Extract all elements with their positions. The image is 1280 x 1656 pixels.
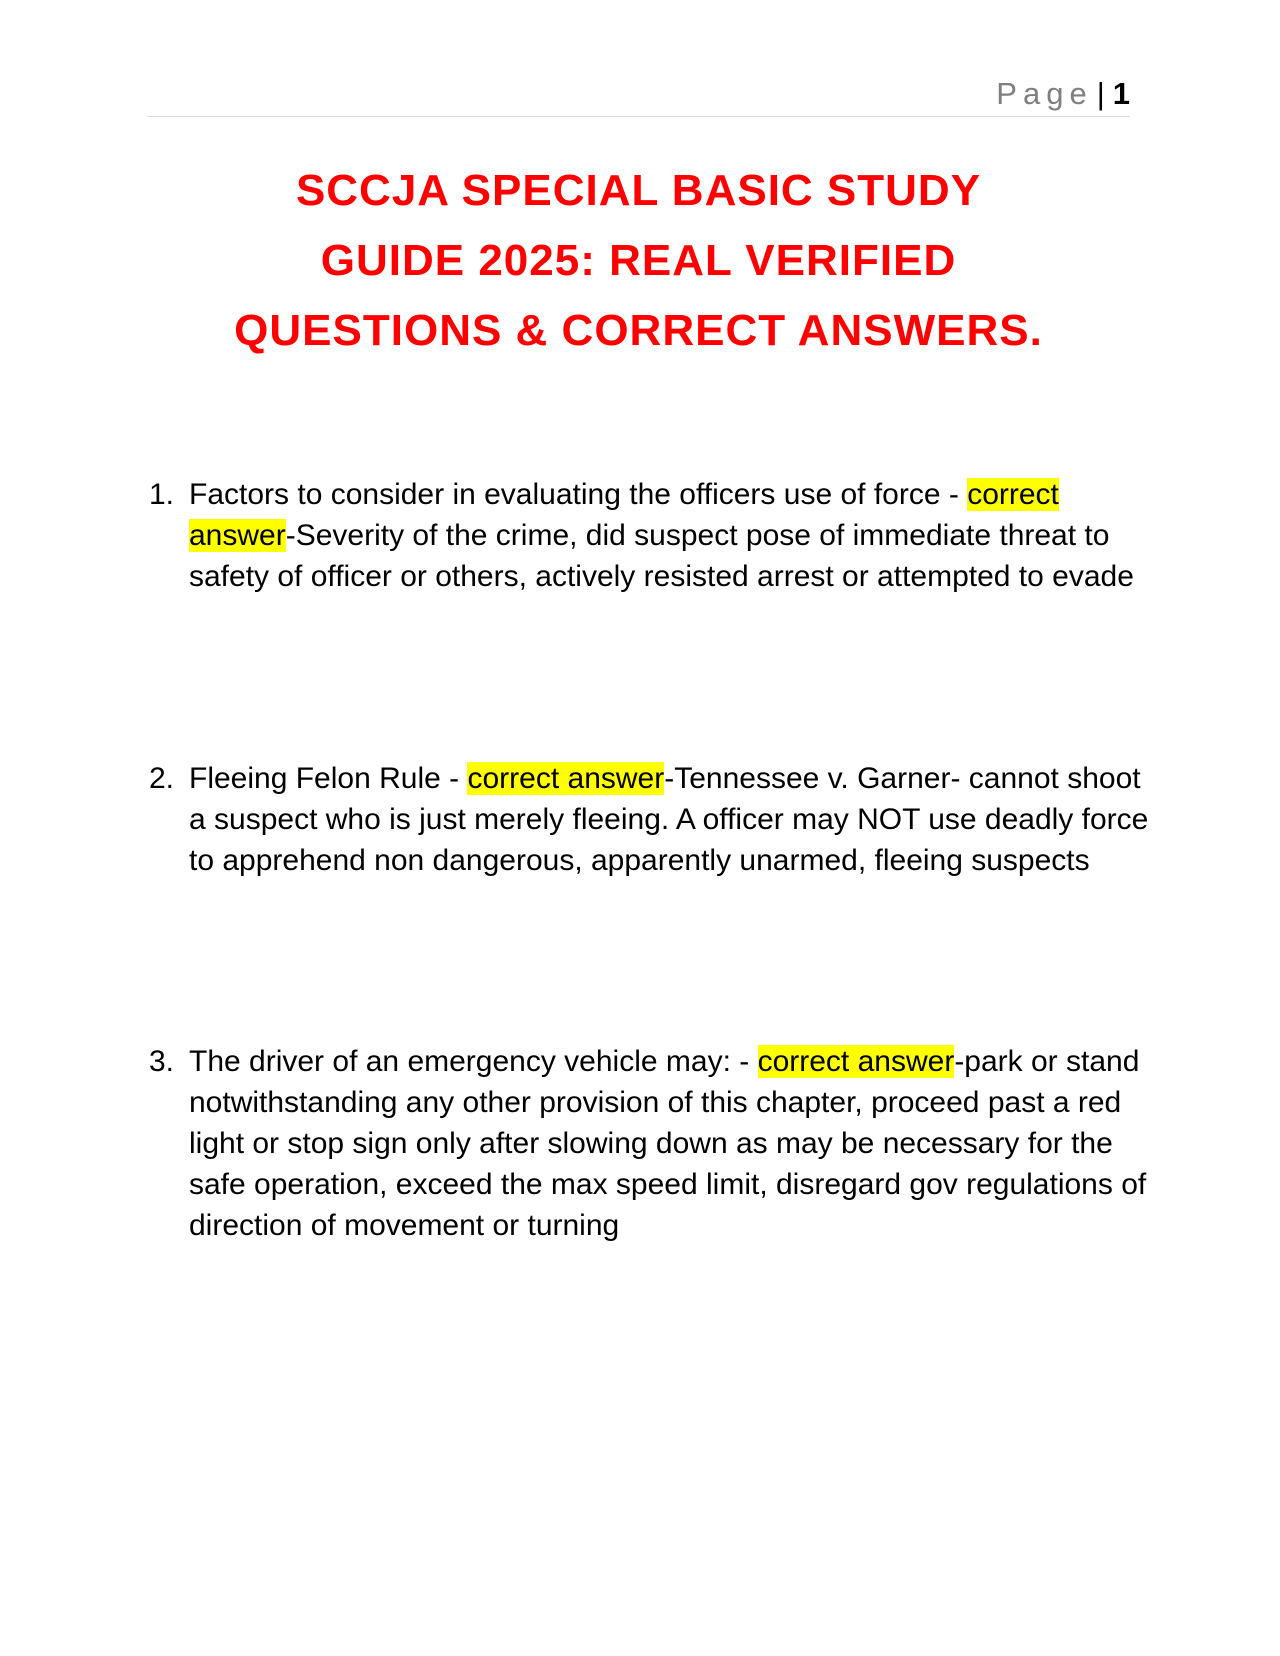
page-separator: | bbox=[1096, 76, 1105, 111]
question-number: 3. bbox=[149, 1045, 175, 1078]
question-number: 1. bbox=[149, 478, 175, 511]
answer-highlight: correct answer bbox=[467, 762, 665, 795]
page-label: Page bbox=[996, 76, 1093, 111]
question-prompt: Factors to consider in evaluating the officers use of force - bbox=[189, 478, 959, 511]
answer-text: -park or stand notwithstanding any other provision of this chapter, proceed past a red light or stop sign only after slowing down as may be necessary for the safe operation, exceed the max speed limit, disregard gov regulations of direction of movement or turning bbox=[189, 1045, 1147, 1242]
question-item bbox=[147, 474, 1134, 597]
question-item bbox=[147, 758, 1149, 881]
page-number bbox=[996, 76, 1130, 112]
question-number: 2. bbox=[149, 762, 175, 795]
title-line: SCCJA SPECIAL BASIC STUDY bbox=[295, 166, 982, 215]
answer-text: -Severity of the crime, did suspect pose of immediate threat to safety of officer or others, actively resisted arrest or attempted to evade bbox=[189, 519, 1134, 593]
answer-highlight: correct answer bbox=[757, 1045, 955, 1078]
question-text bbox=[189, 1041, 1149, 1246]
title-line: QUESTIONS & CORRECT ANSWERS. bbox=[234, 306, 1043, 355]
question-prompt: Fleeing Felon Rule - bbox=[189, 762, 460, 795]
document-title bbox=[147, 156, 1130, 366]
answer-text: -Tennessee v. Garner- cannot shoot a suspect who is just merely fleeing. A officer may NOT use deadly force to apprehend non dangerous, apparently unarmed, fleeing suspects bbox=[189, 762, 1149, 877]
question-text bbox=[189, 758, 1149, 881]
question-text bbox=[189, 474, 1149, 597]
page-number-value: 1 bbox=[1112, 76, 1130, 111]
answer-highlight: correct answer bbox=[189, 478, 1059, 552]
page-header bbox=[147, 72, 1130, 117]
question-item bbox=[147, 1041, 1147, 1246]
question-prompt: The driver of an emergency vehicle may: - bbox=[189, 1045, 750, 1078]
title-line: GUIDE 2025: REAL VERIFIED bbox=[320, 236, 957, 285]
